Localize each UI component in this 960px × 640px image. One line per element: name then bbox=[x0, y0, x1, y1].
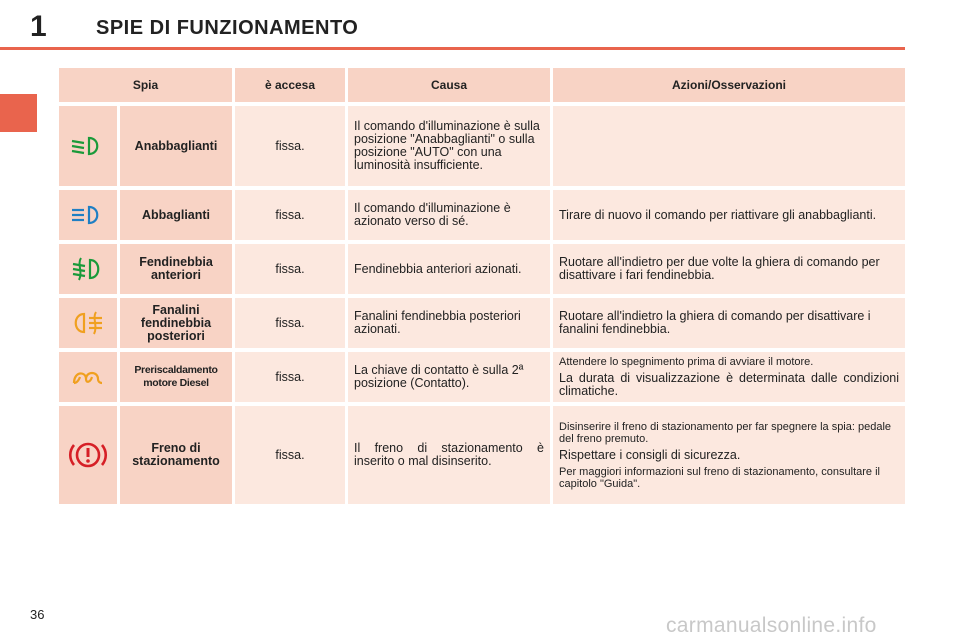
front-fog-icon-cell bbox=[59, 244, 117, 294]
table-row bbox=[59, 190, 905, 240]
glow-plug-icon bbox=[70, 367, 106, 387]
parking-brake-icon bbox=[68, 437, 108, 473]
action-text: Per maggiori informazioni sul freno di stazionamento, consultare il capitolo "Guida". bbox=[559, 465, 880, 490]
light-name: Freno di stazionamento bbox=[120, 406, 232, 504]
warning-lights-table bbox=[56, 64, 908, 508]
rear-fog-icon bbox=[70, 310, 106, 336]
light-actions bbox=[553, 106, 905, 186]
rear-fog-icon-cell bbox=[59, 298, 117, 348]
high-beam-icon bbox=[70, 204, 106, 226]
light-cause: La chiave di contatto è sulla 2ª posizione (Contatto). bbox=[348, 352, 550, 402]
low-beam-icon-cell bbox=[59, 106, 117, 186]
high-beam-icon-cell bbox=[59, 190, 117, 240]
column-header-azioni: Azioni/Osservazioni bbox=[553, 68, 905, 102]
light-name: Anabbaglianti bbox=[120, 106, 232, 186]
table-row bbox=[59, 406, 905, 504]
action-text: Ruotare all'indietro per due volte la ghiera di comando per disattivare i fari fendinebbia. bbox=[559, 255, 880, 282]
light-state: fissa. bbox=[235, 406, 345, 504]
light-name: Abbaglianti bbox=[120, 190, 232, 240]
light-actions bbox=[553, 406, 905, 504]
watermark: carmanualsonline.info bbox=[666, 614, 877, 637]
action-text: Ruotare all'indietro la ghiera di comando per disattivare i fanalini fendinebbia. bbox=[559, 309, 871, 336]
light-state: fissa. bbox=[235, 352, 345, 402]
column-header-spia: Spia bbox=[59, 68, 232, 102]
table-row bbox=[59, 244, 905, 294]
light-cause: Il comando d'illuminazione è azionato verso di sé. bbox=[348, 190, 550, 240]
light-state: fissa. bbox=[235, 244, 345, 294]
chapter-side-tab bbox=[0, 94, 37, 132]
low-beam-icon bbox=[70, 135, 106, 157]
light-state: fissa. bbox=[235, 190, 345, 240]
light-actions bbox=[553, 190, 905, 240]
action-text: Rispettare i consigli di sicurezza. bbox=[559, 447, 741, 462]
action-text: Tirare di nuovo il comando per riattivare gli anabbaglianti. bbox=[559, 207, 877, 222]
light-name: Fendinebbia anteriori bbox=[120, 244, 232, 294]
light-cause: Il comando d'illuminazione è sulla posizione "Anabbaglianti" o sulla posizione "AUTO" con una luminosità insufficiente. bbox=[348, 106, 550, 186]
light-actions bbox=[553, 298, 905, 348]
table-row bbox=[59, 352, 905, 402]
column-header-accesa: è accesa bbox=[235, 68, 345, 102]
chapter-number: 1 bbox=[30, 10, 47, 43]
light-state: fissa. bbox=[235, 106, 345, 186]
table-header-row bbox=[59, 68, 905, 102]
light-cause: Il freno di stazionamento è inserito o mal disinserito. bbox=[348, 406, 550, 504]
table-row bbox=[59, 298, 905, 348]
light-actions bbox=[553, 352, 905, 402]
table-row bbox=[59, 106, 905, 186]
light-actions bbox=[553, 244, 905, 294]
page-number: 36 bbox=[30, 607, 45, 622]
light-cause: Fanalini fendinebbia posteriori azionati. bbox=[348, 298, 550, 348]
light-name: Preriscaldamento motore Diesel bbox=[120, 352, 232, 402]
title-underline bbox=[0, 47, 905, 50]
light-cause: Fendinebbia anteriori azionati. bbox=[348, 244, 550, 294]
parking-brake-icon-cell bbox=[59, 406, 117, 504]
front-fog-icon bbox=[70, 256, 106, 282]
light-name: Fanalini fendinebbia posteriori bbox=[120, 298, 232, 348]
column-header-causa: Causa bbox=[348, 68, 550, 102]
page-title: SPIE DI FUNZIONAMENTO bbox=[96, 17, 359, 39]
action-text: Attendere lo spegnimento prima di avviare il motore. bbox=[559, 356, 814, 368]
action-text: La durata di visualizzazione è determinata dalle condizioni climatiche. bbox=[559, 371, 899, 398]
glow-plug-icon-cell bbox=[59, 352, 117, 402]
light-state: fissa. bbox=[235, 298, 345, 348]
action-text: Disinserire il freno di stazionamento per far spegnere la spia: pedale del freno premuto. bbox=[559, 420, 892, 445]
